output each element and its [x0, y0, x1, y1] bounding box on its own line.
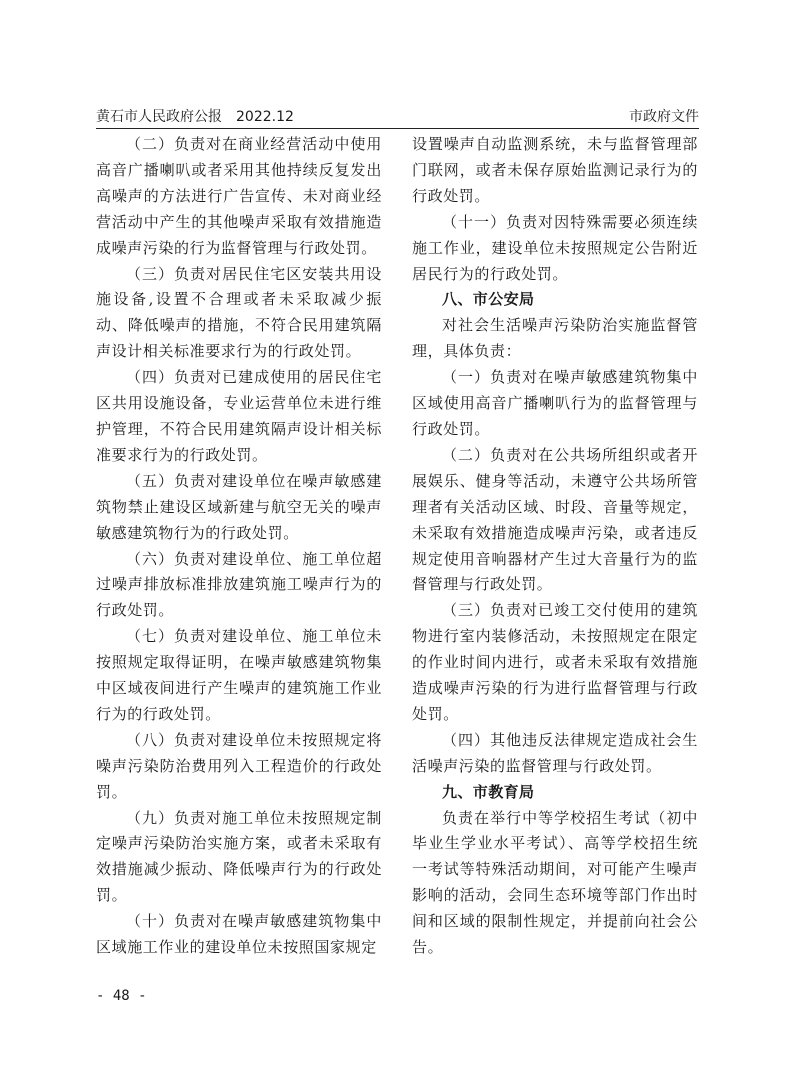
paragraph: （七）负责对建设单位、施工单位未按照规定取得证明，在噪声敏感建筑物集中区域夜间进行产生噪声的建筑施工作业行为的行政处罚。 — [96, 627, 382, 723]
paragraph: （三）负责对居民住宅区安装共用设施设备,设置不合理或者未采取减少振动、降低噪声的措施，不符合民用建筑隔声设计相关标准要求行为的行政处罚。 — [96, 264, 382, 361]
section-label: 市政府文件 — [629, 109, 699, 125]
header-divider — [96, 128, 699, 129]
paragraph: （九）负责对施工单位未按照规定制定噪声污染防治实施方案，或者未采取有效措施减少振动、降低噪声行为的行政处罚。 — [96, 808, 382, 905]
paragraph: （二）负责对在商业经营活动中使用高音广播喇叭或者采用其他持续反复发出高噪声的方法进行广告宣传、未对商业经营活动中产生的其他噪声采取有效措施造成噪声污染的行为监督管理与行政处罚。 — [96, 135, 382, 257]
paragraph: 对社会生活噪声污染防治实施监督管理，具体负责： — [412, 316, 698, 361]
section-heading-public-security: 八、市公安局 — [442, 290, 535, 309]
paragraph: （四）负责对已建成使用的居民住宅区共用设施设备，专业运营单位未进行维护管理，不符合民用建筑隔声设计相关标准要求行为的行政处罚。 — [96, 368, 382, 464]
paragraph: （二）负责对在公共场所组织或者开展娱乐、健身等活动，未遵守公共场所管理者有关活动区域、时段、音量等规定，未采取有效措施造成噪声污染，或者违反规定使用音响器材产生过大音量行为的监督管理与行政处罚。 — [412, 445, 698, 594]
paragraph: （五）负责对建设单位在噪声敏感建筑物禁止建设区域新建与航空无关的噪声敏感建筑物行为的行政处罚。 — [96, 471, 382, 542]
section-heading-education: 九、市教育局 — [442, 782, 535, 801]
paragraph: （八）负责对建设单位未按照规定将噪声污染防治费用列入工程造价的行政处罚。 — [96, 730, 382, 801]
paragraph: （十一）负责对因特殊需要必须连续施工作业，建设单位未按照规定公告附近居民行为的行政处罚。 — [412, 212, 698, 283]
paragraph: （四）其他违反法律规定造成社会生活噪声污染的监督管理与行政处罚。 — [412, 730, 698, 775]
paragraph: （三）负责对已竣工交付使用的建筑物进行室内装修活动，未按照规定在限定的作业时间内进行，或者未采取有效措施造成噪声污染的行为进行监督管理与行政处罚。 — [412, 601, 698, 723]
paragraph: （一）负责对在噪声敏感建筑物集中区域使用高音广播喇叭行为的监督管理与行政处罚。 — [412, 368, 698, 438]
left-column — [96, 132, 382, 961]
page-number: - 48 - — [96, 988, 147, 1004]
right-column — [412, 132, 698, 961]
paragraph: （六）负责对建设单位、施工单位超过噪声排放标准排放建筑施工噪声行为的行政处罚。 — [96, 549, 382, 620]
paragraph: 设置噪声自动监测系统，未与监督管理部门联网，或者未保存原始监测记录行为的行政处罚。 — [412, 135, 698, 205]
page-header — [96, 104, 699, 130]
paragraph: 负责在举行中等学校招生考试（初中毕业生学业水平考试）、高等学校招生统一考试等特殊活动期间，对可能产生噪声影响的活动，会同生态环境等部门作出时间和区域的限制性规定，并提前向社会公告。 — [412, 808, 698, 957]
paragraph: （十）负责对在噪声敏感建筑物集中区域施工作业的建设单位未按照国家规定 — [96, 912, 382, 957]
publication-title: 黄石市人民政府公报 2022.12 — [96, 109, 294, 125]
